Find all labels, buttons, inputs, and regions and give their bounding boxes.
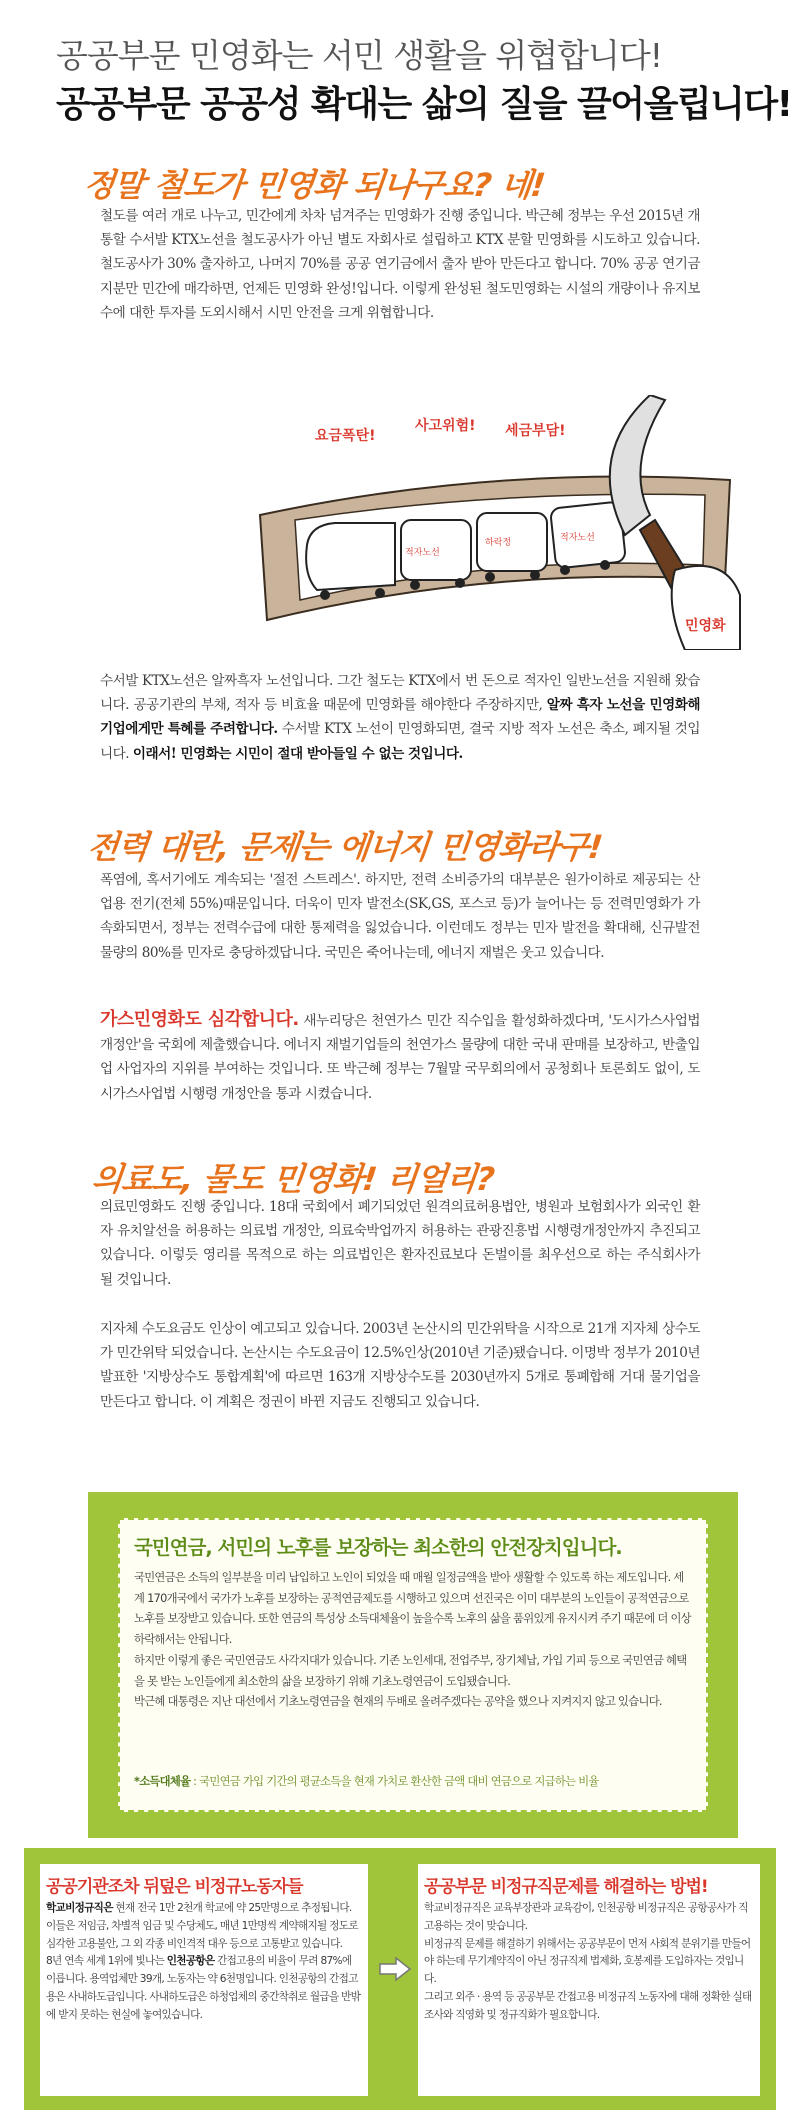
knife-label: 민영화 bbox=[685, 618, 726, 634]
bubble-text: 사고위험! bbox=[415, 418, 476, 434]
header-line-1: 공공부문 민영화는 서민 생활을 위협합니다! bbox=[56, 36, 662, 75]
note-label: *소득대체율 bbox=[134, 1775, 191, 1788]
pension-paragraph: 박근혜 대통령은 지난 대선에서 기초노령연금을 현재의 두배로 올려주겠다는 공약을 했으나 지켜지지 않고 있습니다. bbox=[134, 1695, 662, 1709]
right-paragraph: 그리고 외주 · 용역 등 공공부문 간접고용 비정규직 노동자에 대해 정확한 실태조사와 직영화 및 정규직화가 필요합니다. bbox=[424, 1990, 752, 2021]
car-label: 적자노선 bbox=[560, 533, 595, 543]
irregular-left-text bbox=[46, 1900, 362, 2025]
irregular-right-title: 공공부문 비정규직문제를 해결하는 방법! bbox=[424, 1877, 708, 1897]
car-label: 하락정 bbox=[485, 538, 512, 548]
gas-text: 새누리당은 천연가스 민간 직수입을 활성화하겠다며, '도시가스사업법 개정안'을 국회에 제출했습니다. 에너지 재벌기업들의 천연가스 물량에 대한 국내 판매를 보장하고, 반출입업 사업자의 지위를 부여하는 것입니다. 또 박근혜 정부는 7월말 국무회의에서 공청회나 토론회도 없이, 도시가스사업법 시행령 개정안을 통과 시켰습니다. bbox=[100, 1013, 700, 1102]
bubble-text: 세금부담! bbox=[505, 423, 566, 439]
left-paragraph bbox=[46, 1900, 362, 1953]
pension-body bbox=[134, 1568, 692, 1713]
pension-note bbox=[134, 1773, 694, 1789]
left-text: 간접고용의 비율이 무려 87%에 이릅니다. 용역업체만 39개, 노동자는 약 6천명입니다. 인천공항의 간접고용은 사내하도급입니다. 사내하도급은 하청업체의 중간착취로 월급을 반밖에 받지 못하는 현실에 놓여있습니다. bbox=[46, 1955, 361, 2021]
irregular-right-text bbox=[424, 1900, 754, 2025]
left-label: 학교비정규직은 bbox=[46, 1902, 113, 1914]
rail-text: 수서발 KTX 노선이 민영화되면, 결국 지방 적자 노선은 축소, 폐지될 것입니다. bbox=[100, 721, 700, 762]
left-label: 인천공항은 bbox=[166, 1955, 215, 1968]
right-arrow-icon bbox=[378, 1956, 412, 1982]
left-text: 8년 연속 세계 1위에 빛나는 bbox=[46, 1955, 167, 1968]
rail-emphasis: 이래서! 민영화는 시민이 절대 받아들일 수 없는 것입니다. bbox=[132, 745, 463, 762]
right-paragraph: 비정규직 문제를 해결하기 위해서는 공공부문이 먼저 사회적 분위기를 만들어야 하는데 무기계약직이 아닌 정규직제 법제화, 호봉제를 도입하자는 것입니다. bbox=[424, 1937, 751, 1986]
medical-heading: 의료도, 물도 민영화! 리얼리? bbox=[89, 1160, 496, 1198]
rail-text: 수서발 KTX노선은 알짜흑자 노선입니다. 그간 철도는 KTX에서 번 돈으로 적자인 일반노선을 지원해 왔습니다. 공공기관의 부채, 적자 등 비효율 때문에 민영화를 해야한다 주장하지만, bbox=[100, 673, 700, 714]
train-cut-by-knife-illustration bbox=[255, 395, 745, 650]
irregular-left-title: 공공기관조차 뒤덮은 비정규노동자들 bbox=[46, 1877, 303, 1897]
note-text: : 국민연금 가입 기간의 평균소득을 현재 가치로 환산한 금액 대비 연금으로 지급하는 비율 bbox=[190, 1775, 599, 1788]
left-text: 현재 전국 1만 2천개 학교에 약 25만명으로 추정됩니다. 이들은 저임금, 차별적 임금 및 수당체도, 매년 1만명씩 계약해지될 정도로 심각한 고용불안, 그 외 각종 비인격적 대우 등으로 고통받고 있습니다. bbox=[46, 1902, 358, 1950]
pension-title: 국민연금, 서민의 노후를 보장하는 최소한의 안전장치입니다. bbox=[134, 1536, 622, 1559]
right-paragraph: 학교비정규직은 교육부장관과 교육감이, 인천공항 비정규직은 공항공사가 직고용하는 것이 맞습니다. bbox=[424, 1902, 748, 1932]
pension-paragraph: 하지만 이렇게 좋은 국민연금도 사각지대가 있습니다. 기존 노인세대, 전업주부, 장기체납, 가입 기피 등으로 국민연금 혜택을 못 받는 노인들에게 최소한의 삶을 보장하기 위해 기초노령연금이 도입됐습니다. bbox=[134, 1653, 687, 1688]
bubble-text: 요금폭탄! bbox=[315, 428, 376, 444]
energy-heading: 전력 대란, 문제는 에너지 민영화라구! bbox=[85, 828, 604, 866]
medical-paragraph-2: 지자체 수도요금도 인상이 예고되고 있습니다. 2003년 논산시의 민간위탁을 시작으로 21개 지자체 상수도가 민간위탁 되었습니다. 논산시는 수도요금이 12.5%인상(2010년 기준)됐습니다. 이명박 정부가 2010년 발표한 '지방상수도 통합계획'에 따르면 163개 지방상수도를 2030년까지 5개로 통폐합해 거대 물기업을 만든다고 합니다. 이 계획은 정권이 바뀐 지금도 진행되고 있습니다. bbox=[100, 1321, 701, 1410]
rail-emphasis: 알짜 흑자 노선을 민영화해 기업에게만 특혜를 주려합니다. bbox=[100, 697, 700, 738]
gas-title: 가스민영화도 심각합니다. bbox=[100, 1009, 299, 1030]
energy-paragraph-2 bbox=[100, 1008, 700, 1106]
rail-paragraph-1: 철도를 여러 개로 나누고, 민간에게 차차 넘겨주는 민영화가 진행 중입니다. 박근혜 정부는 우선 2015년 개통할 수서발 KTX노선을 철도공사가 아닌 별도 자회사로 설립하고 KTX 분할 민영화를 시도하고 있습니다. 철도공사가 30% 출자하고, 나머지 70%를 공공 연기금에서 출자 받아 만든다고 합니다. 70% 공공 연기금 지분만 민간에 매각하면, 언제든 민영화 완성!입니다. 이렇게 완성된 철도민영화는 시설의 개량이나 유지보수에 대한 투자를 도외시해서 시민 안전을 크게 위협합니다. bbox=[100, 208, 700, 321]
energy-paragraph-1: 폭염에, 혹서기에도 계속되는 '절전 스트레스'. 하지만, 전력 소비증가의 대부분은 원가이하로 제공되는 산업용 전기(전체 55%)때문입니다. 더욱이 민자 발전소(SK,GS, 포스코 등)가 늘어나는 등 전력민영화가 가속화되면서, 정부는 전력수급에 대한 통제력을 잃었습니다. 이런데도 정부는 민자 발전을 확대해, 신규발전물량의 80%를 민자로 충당하겠답니다. 국민은 죽어나는데, 에너지 재벌은 웃고 있습니다. bbox=[100, 872, 700, 961]
header-line-2: 공공부문 공공성 확대는 삶의 질을 끌어올립니다! bbox=[56, 84, 792, 125]
left-paragraph bbox=[46, 1953, 362, 2024]
rail-heading: 정말 철도가 민영화 되나구요? 네! bbox=[81, 166, 547, 204]
rail-paragraph-2 bbox=[100, 669, 700, 766]
car-label: 적자노선 bbox=[405, 548, 440, 558]
pension-paragraph: 국민연금은 소득의 일부분을 미리 납입하고 노인이 되었을 때 매월 일정금액을 받아 생활할 수 있도록 하는 제도입니다. 세계 170개국에서 국가가 노후를 보장하는 공적연금제도를 시행하고 있으며 선진국은 이미 대부분의 노인들이 공적연금으로 노후를 보장받고 있습니다. 또한 연금의 특성상 소득대체율이 높을수록 노후의 삶을 품위있게 유지시켜 주기 때문에 더 이상 하락해서는 안됩니다. bbox=[134, 1571, 691, 1647]
medical-paragraph-1: 의료민영화도 진행 중입니다. 18대 국회에서 폐기되었던 원격의료허용법안, 병원과 보험회사가 외국인 환자 유치알선을 허용하는 의료법 개정안, 의료숙박업까지 허용하는 관광진흥법 시행령개정안까지 추진되고 있습니다. 이렇듯 영리를 목적으로 하는 의료법인은 환자진료보다 돈벌이를 최우선으로 하는 주식회사가 될 것입니다. bbox=[100, 1199, 700, 1288]
